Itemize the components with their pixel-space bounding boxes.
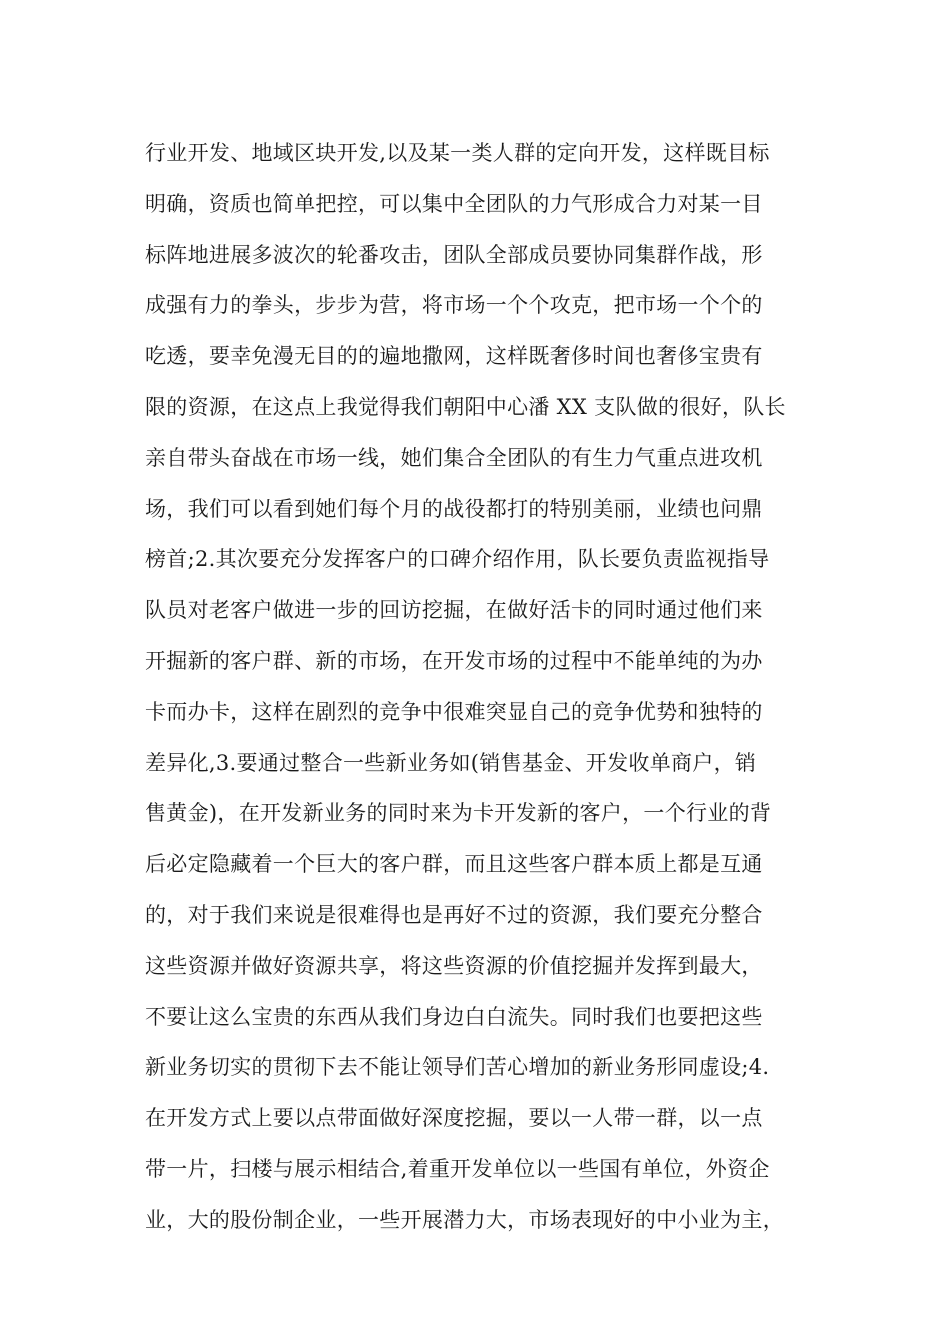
text-line: 场，我们可以看到她们每个月的战役都打的特别美丽，业绩也问鼎 [145, 496, 763, 521]
text-line: 售黄金)，在开发新业务的同时来为卡开发新的客户，一个行业的背 [145, 801, 772, 826]
text-line: 吃透，要幸免漫无目的的遍地撒网，这样既奢侈时间也奢侈宝贵有 [145, 344, 763, 369]
text-line: 差异化,3.要通过整合一些新业务如(销售基金、开发收单商户，销 [145, 750, 757, 775]
text-line: 开掘新的客户群、新的市场，在开发市场的过程中不能单纯的为办 [145, 648, 763, 673]
text-line: 新业务切实的贯彻下去不能让领导们苦心增加的新业务形同虚设;4. [145, 1055, 770, 1080]
text-line: 榜首;2.其次要充分发挥客户的口碑介绍作用，队长要负责监视指导 [145, 547, 770, 572]
body-text [145, 132, 825, 1250]
text-line: 卡而办卡，这样在剧烈的竞争中很难突显自己的竞争优势和独特的 [145, 699, 763, 724]
text-line: 队员对老客户做进一步的回访挖掘，在做好活卡的同时通过他们来 [145, 598, 763, 623]
text-line: 明确，资质也简单把控，可以集中全团队的力气形成合力对某一目 [145, 191, 763, 216]
text-line: 这些资源并做好资源共享，将这些资源的价值挖掘并发挥到最大， [145, 953, 763, 978]
text-line: 带一片，扫楼与展示相结合,着重开发单位以一些国有单位，外资企 [145, 1156, 770, 1181]
text-line: 后必定隐藏着一个巨大的客户群，而且这些客户群本质上都是互通 [145, 852, 763, 877]
text-line: 亲自带头奋战在市场一线，她们集合全团队的有生力气重点进攻机 [145, 445, 763, 470]
text-line: 不要让这么宝贵的东西从我们身边白白流失。同时我们也要把这些 [145, 1004, 763, 1029]
text-line: 业，大的股份制企业，一些开展潜力大，市场表现好的中小业为主， [145, 1207, 784, 1232]
text-line: 的，对于我们来说是很难得也是再好不过的资源，我们要充分整合 [145, 902, 763, 927]
text-line: 限的资源，在这点上我觉得我们朝阳中心潘 XX 支队做的很好，队长 [145, 394, 786, 419]
text-line: 成强有力的拳头，步步为营，将市场一个个攻克，把市场一个个的 [145, 293, 763, 318]
text-line: 行业开发、地域区块开发,以及某一类人群的定向开发，这样既目标 [145, 141, 770, 165]
text-line: 在开发方式上要以点带面做好深度挖掘，要以一人带一群，以一点 [145, 1106, 763, 1131]
text-line: 标阵地进展多波次的轮番攻击，团队全部成员要协同集群作战，形 [145, 242, 763, 267]
